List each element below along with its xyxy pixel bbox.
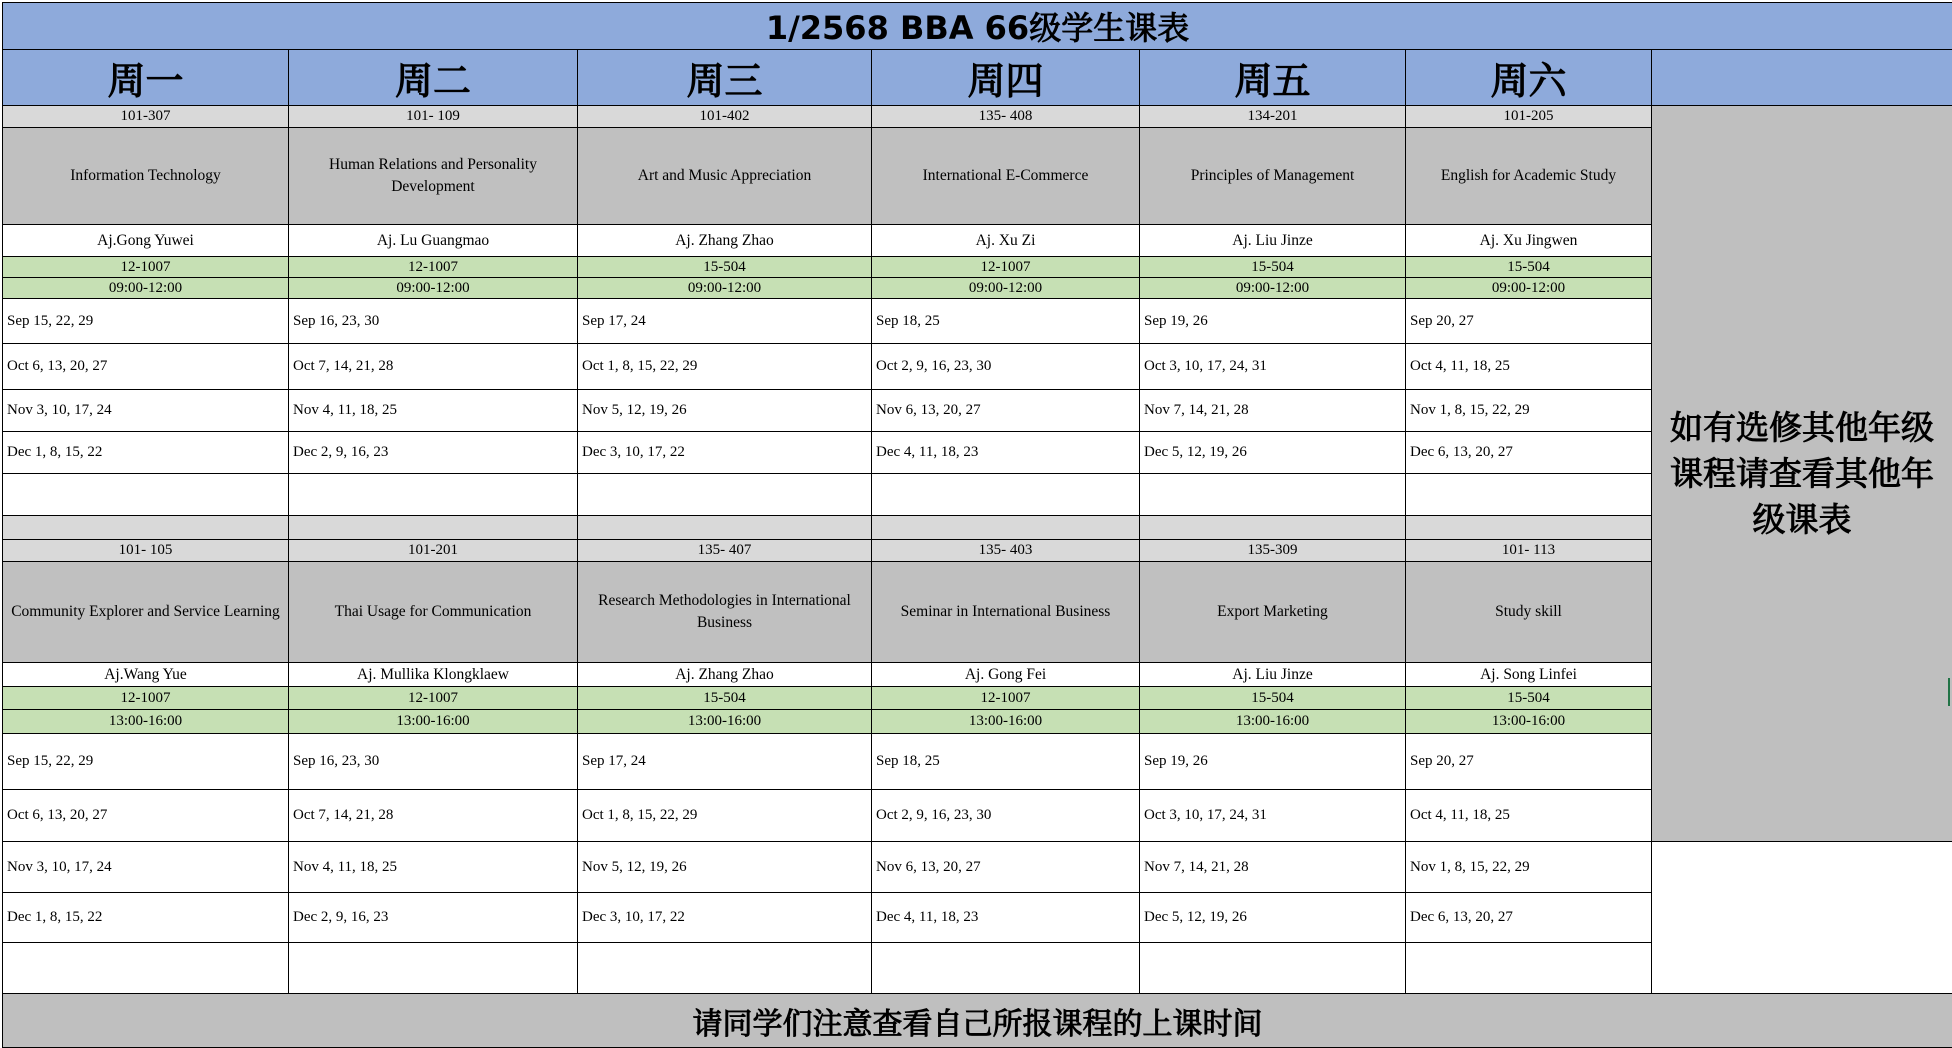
afternoon-dates-nov-thu: Nov 6, 13, 20, 27 <box>872 842 1140 893</box>
morning-dates-sep-fri: Sep 19, 26 <box>1140 299 1406 344</box>
morning-dates-nov-thu: Nov 6, 13, 20, 27 <box>872 390 1140 432</box>
day-header-fri: 周五 <box>1140 50 1406 106</box>
morning-room-wed: 101-402 <box>578 106 872 128</box>
afternoon-course-mon: Community Explorer and Service Learning <box>3 562 289 663</box>
afternoon-dates-sep-sat: Sep 20, 27 <box>1406 734 1652 790</box>
separator-cell <box>3 516 289 540</box>
morning-dates-nov-tue: Nov 4, 11, 18, 25 <box>289 390 578 432</box>
separator-cell <box>872 516 1140 540</box>
afternoon-time-thu: 13:00-16:00 <box>872 710 1140 734</box>
separator-cell <box>1406 516 1652 540</box>
blank-cell <box>578 943 872 994</box>
blank-cell <box>578 474 872 516</box>
morning-classroom-wed: 15-504 <box>578 257 872 278</box>
afternoon-course-wed: Research Methodologies in International Business <box>578 562 872 663</box>
afternoon-dates-oct-mon: Oct 6, 13, 20, 27 <box>3 790 289 842</box>
morning-teacher-fri: Aj. Liu Jinze <box>1140 225 1406 257</box>
afternoon-classroom-thu: 12-1007 <box>872 687 1140 710</box>
morning-classroom-thu: 12-1007 <box>872 257 1140 278</box>
afternoon-classroom-wed: 15-504 <box>578 687 872 710</box>
afternoon-course-tue: Thai Usage for Communication <box>289 562 578 663</box>
afternoon-time-wed: 13:00-16:00 <box>578 710 872 734</box>
afternoon-room-wed: 135- 407 <box>578 540 872 562</box>
morning-room-fri: 134-201 <box>1140 106 1406 128</box>
afternoon-dates-nov-fri: Nov 7, 14, 21, 28 <box>1140 842 1406 893</box>
morning-dates-oct-wed: Oct 1, 8, 15, 22, 29 <box>578 344 872 390</box>
afternoon-room-thu: 135- 403 <box>872 540 1140 562</box>
afternoon-dates-nov-tue: Nov 4, 11, 18, 25 <box>289 842 578 893</box>
afternoon-classroom-mon: 12-1007 <box>3 687 289 710</box>
separator-cell <box>289 516 578 540</box>
morning-room-tue: 101- 109 <box>289 106 578 128</box>
afternoon-teacher-thu: Aj. Gong Fei <box>872 663 1140 687</box>
header-blank-cell <box>1652 50 1952 106</box>
blank-cell <box>1406 474 1652 516</box>
morning-dates-oct-fri: Oct 3, 10, 17, 24, 31 <box>1140 344 1406 390</box>
afternoon-dates-sep-thu: Sep 18, 25 <box>872 734 1140 790</box>
morning-classroom-sat: 15-504 <box>1406 257 1652 278</box>
morning-dates-sep-wed: Sep 17, 24 <box>578 299 872 344</box>
morning-classroom-mon: 12-1007 <box>3 257 289 278</box>
blank-cell <box>3 474 289 516</box>
day-header-thu: 周四 <box>872 50 1140 106</box>
morning-course-sat: English for Academic Study <box>1406 128 1652 225</box>
afternoon-classroom-fri: 15-504 <box>1140 687 1406 710</box>
morning-dates-oct-sat: Oct 4, 11, 18, 25 <box>1406 344 1652 390</box>
morning-dates-oct-thu: Oct 2, 9, 16, 23, 30 <box>872 344 1140 390</box>
morning-time-fri: 09:00-12:00 <box>1140 278 1406 299</box>
schedule-table <box>2 2 1952 1048</box>
morning-teacher-sat: Aj. Xu Jingwen <box>1406 225 1652 257</box>
afternoon-dates-oct-thu: Oct 2, 9, 16, 23, 30 <box>872 790 1140 842</box>
afternoon-room-sat: 101- 113 <box>1406 540 1652 562</box>
afternoon-dates-oct-tue: Oct 7, 14, 21, 28 <box>289 790 578 842</box>
morning-course-tue: Human Relations and Personality Development <box>289 128 578 225</box>
blank-cell <box>289 474 578 516</box>
afternoon-classroom-tue: 12-1007 <box>289 687 578 710</box>
blank-cell <box>872 474 1140 516</box>
morning-room-mon: 101-307 <box>3 106 289 128</box>
separator-cell <box>1140 516 1406 540</box>
afternoon-dates-dec-tue: Dec 2, 9, 16, 23 <box>289 893 578 943</box>
morning-dates-dec-sat: Dec 6, 13, 20, 27 <box>1406 432 1652 474</box>
morning-teacher-mon: Aj.Gong Yuwei <box>3 225 289 257</box>
sheet-title: 1/2568 BBA 66级学生课表 <box>3 3 1952 50</box>
blank-cell <box>872 943 1140 994</box>
afternoon-dates-dec-thu: Dec 4, 11, 18, 23 <box>872 893 1140 943</box>
morning-dates-dec-mon: Dec 1, 8, 15, 22 <box>3 432 289 474</box>
morning-dates-sep-tue: Sep 16, 23, 30 <box>289 299 578 344</box>
afternoon-course-fri: Export Marketing <box>1140 562 1406 663</box>
afternoon-teacher-tue: Aj. Mullika Klongklaew <box>289 663 578 687</box>
morning-dates-nov-mon: Nov 3, 10, 17, 24 <box>3 390 289 432</box>
separator-cell <box>578 516 872 540</box>
afternoon-time-mon: 13:00-16:00 <box>3 710 289 734</box>
morning-dates-oct-tue: Oct 7, 14, 21, 28 <box>289 344 578 390</box>
afternoon-dates-oct-fri: Oct 3, 10, 17, 24, 31 <box>1140 790 1406 842</box>
afternoon-time-fri: 13:00-16:00 <box>1140 710 1406 734</box>
blank-cell <box>1140 943 1406 994</box>
afternoon-dates-sep-tue: Sep 16, 23, 30 <box>289 734 578 790</box>
morning-teacher-wed: Aj. Zhang Zhao <box>578 225 872 257</box>
morning-course-fri: Principles of Management <box>1140 128 1406 225</box>
blank-cell <box>3 943 289 994</box>
day-header-wed: 周三 <box>578 50 872 106</box>
day-header-mon: 周一 <box>3 50 289 106</box>
afternoon-course-thu: Seminar in International Business <box>872 562 1140 663</box>
afternoon-room-fri: 135-309 <box>1140 540 1406 562</box>
afternoon-dates-sep-fri: Sep 19, 26 <box>1140 734 1406 790</box>
morning-time-mon: 09:00-12:00 <box>3 278 289 299</box>
morning-classroom-fri: 15-504 <box>1140 257 1406 278</box>
footer-notice: 请同学们注意查看自己所报课程的上课时间 <box>3 994 1952 1048</box>
afternoon-teacher-mon: Aj.Wang Yue <box>3 663 289 687</box>
afternoon-room-tue: 101-201 <box>289 540 578 562</box>
selection-edge-marker <box>1948 678 1950 706</box>
afternoon-dates-sep-mon: Sep 15, 22, 29 <box>3 734 289 790</box>
morning-dates-dec-fri: Dec 5, 12, 19, 26 <box>1140 432 1406 474</box>
morning-dates-sep-thu: Sep 18, 25 <box>872 299 1140 344</box>
morning-course-thu: International E-Commerce <box>872 128 1140 225</box>
day-header-tue: 周二 <box>289 50 578 106</box>
morning-dates-sep-sat: Sep 20, 27 <box>1406 299 1652 344</box>
afternoon-teacher-wed: Aj. Zhang Zhao <box>578 663 872 687</box>
afternoon-dates-oct-wed: Oct 1, 8, 15, 22, 29 <box>578 790 872 842</box>
blank-cell <box>1406 943 1652 994</box>
morning-time-wed: 09:00-12:00 <box>578 278 872 299</box>
morning-room-thu: 135- 408 <box>872 106 1140 128</box>
afternoon-dates-oct-sat: Oct 4, 11, 18, 25 <box>1406 790 1652 842</box>
day-header-sat: 周六 <box>1406 50 1652 106</box>
morning-dates-oct-mon: Oct 6, 13, 20, 27 <box>3 344 289 390</box>
morning-dates-sep-mon: Sep 15, 22, 29 <box>3 299 289 344</box>
afternoon-teacher-sat: Aj. Song Linfei <box>1406 663 1652 687</box>
morning-dates-dec-thu: Dec 4, 11, 18, 23 <box>872 432 1140 474</box>
afternoon-dates-dec-wed: Dec 3, 10, 17, 22 <box>578 893 872 943</box>
morning-dates-nov-fri: Nov 7, 14, 21, 28 <box>1140 390 1406 432</box>
afternoon-course-sat: Study skill <box>1406 562 1652 663</box>
afternoon-dates-nov-wed: Nov 5, 12, 19, 26 <box>578 842 872 893</box>
morning-teacher-thu: Aj. Xu Zi <box>872 225 1140 257</box>
afternoon-dates-dec-fri: Dec 5, 12, 19, 26 <box>1140 893 1406 943</box>
morning-dates-dec-tue: Dec 2, 9, 16, 23 <box>289 432 578 474</box>
blank-cell <box>289 943 578 994</box>
afternoon-dates-nov-sat: Nov 1, 8, 15, 22, 29 <box>1406 842 1652 893</box>
morning-classroom-tue: 12-1007 <box>289 257 578 278</box>
afternoon-dates-dec-sat: Dec 6, 13, 20, 27 <box>1406 893 1652 943</box>
morning-dates-nov-sat: Nov 1, 8, 15, 22, 29 <box>1406 390 1652 432</box>
morning-time-sat: 09:00-12:00 <box>1406 278 1652 299</box>
afternoon-teacher-fri: Aj. Liu Jinze <box>1140 663 1406 687</box>
afternoon-dates-nov-mon: Nov 3, 10, 17, 24 <box>3 842 289 893</box>
afternoon-room-mon: 101- 105 <box>3 540 289 562</box>
afternoon-dates-dec-mon: Dec 1, 8, 15, 22 <box>3 893 289 943</box>
morning-time-tue: 09:00-12:00 <box>289 278 578 299</box>
side-note: 如有选修其他年级课程请查看其他年级课表 <box>1652 106 1952 842</box>
morning-teacher-tue: Aj. Lu Guangmao <box>289 225 578 257</box>
afternoon-time-sat: 13:00-16:00 <box>1406 710 1652 734</box>
morning-course-wed: Art and Music Appreciation <box>578 128 872 225</box>
morning-dates-nov-wed: Nov 5, 12, 19, 26 <box>578 390 872 432</box>
afternoon-time-tue: 13:00-16:00 <box>289 710 578 734</box>
morning-time-thu: 09:00-12:00 <box>872 278 1140 299</box>
morning-room-sat: 101-205 <box>1406 106 1652 128</box>
afternoon-dates-sep-wed: Sep 17, 24 <box>578 734 872 790</box>
morning-dates-dec-wed: Dec 3, 10, 17, 22 <box>578 432 872 474</box>
blank-cell <box>1140 474 1406 516</box>
morning-course-mon: Information Technology <box>3 128 289 225</box>
afternoon-classroom-sat: 15-504 <box>1406 687 1652 710</box>
